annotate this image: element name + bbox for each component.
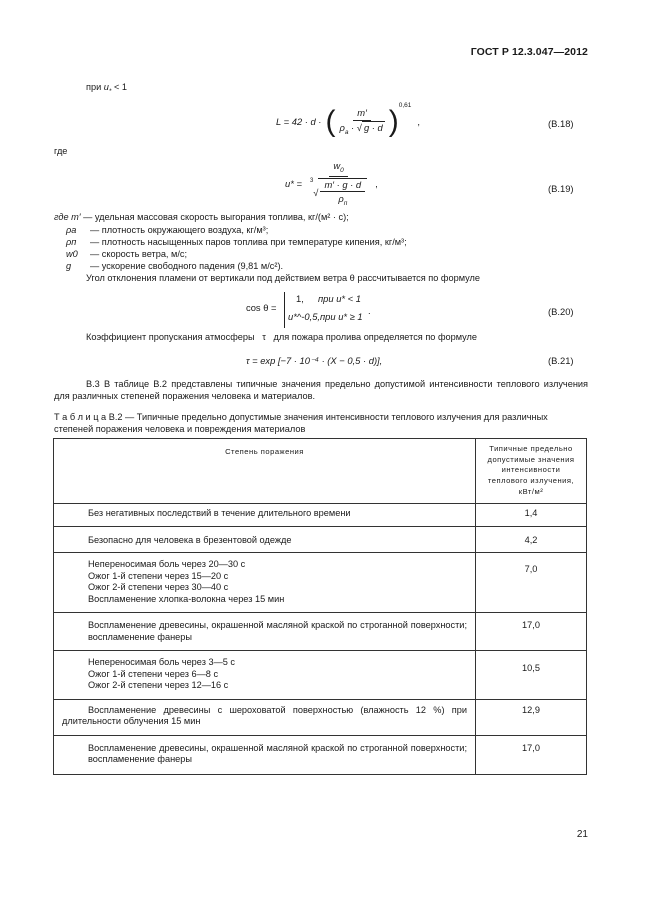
page-number: 21 bbox=[576, 829, 588, 840]
eq20-brace bbox=[284, 292, 285, 328]
table-row bbox=[54, 526, 587, 553]
definition-symbol: где m′ bbox=[54, 212, 81, 222]
eq19-numerator bbox=[329, 160, 347, 177]
table-row bbox=[54, 735, 587, 774]
definition-row bbox=[54, 212, 349, 224]
cell-line: Непереносимая боль через 20—30 с bbox=[88, 559, 246, 570]
column-header-degree: Степень поражения bbox=[54, 439, 476, 504]
table-row bbox=[54, 504, 587, 527]
eq21-number: (В.21) bbox=[548, 355, 574, 366]
cell-line: Ожог 1-й степени через 6—8 с bbox=[88, 668, 219, 679]
section-b3-paragraph: В.3 В таблице В.2 представлены типичные значения предельно допустимой интенсивности теплового излучения для различных степеней поражения человека и материалов. bbox=[54, 379, 588, 401]
cell-line: Воспламенение древесины, окрашенной масляной краской по строганной поверхности; воспламенение фанеры bbox=[88, 620, 467, 642]
document-header: ГОСТ Р 12.3.047—2012 bbox=[470, 46, 588, 58]
condition-line bbox=[86, 82, 127, 96]
eq18-number: (В.18) bbox=[548, 118, 574, 129]
table-caption: Т а б л и ц а В.2 — Типичные предельно допустимые значения интенсивности теплового излучения для различных степеней поражения человека и повреждения материалов bbox=[54, 412, 548, 434]
eq19-inner-fraction bbox=[318, 178, 367, 209]
eq19-inner-rho: ρ bbox=[338, 193, 344, 205]
definition-text: — плотность насыщенных паров топлива при температуре кипения, кг/м³; bbox=[90, 237, 407, 247]
eq18-numerator: m′ bbox=[353, 107, 371, 121]
table-row bbox=[54, 699, 587, 735]
definition-text: — скорость ветра, м/с; bbox=[90, 249, 188, 259]
eq18-fraction bbox=[335, 107, 388, 137]
definition-row bbox=[54, 249, 187, 261]
where-label: где bbox=[54, 146, 68, 156]
definition-row bbox=[54, 261, 283, 273]
angle-text: Угол отклонения пламени от вертикали под действием ветра θ рассчитывается по формуле bbox=[86, 273, 480, 283]
definition-text: — удельная массовая скорость выгорания топлива, кг/(м² · с); bbox=[83, 212, 349, 222]
eq20-case1-condition: при u* < 1 bbox=[318, 293, 361, 304]
definition-symbol: ρa bbox=[66, 225, 77, 235]
cell-line: Ожог 1-й степени через 15—20 с bbox=[88, 570, 229, 581]
definition-symbol: g bbox=[66, 261, 72, 271]
eq19-inner-denominator bbox=[334, 192, 351, 208]
eq21-formula: τ = exp [−7 · 10⁻⁴ · (X − 0,5 · d)], bbox=[246, 355, 383, 366]
eq18-exponent: 0,61 bbox=[398, 102, 412, 109]
equation-b19 bbox=[285, 160, 378, 208]
table-cell-degree bbox=[54, 699, 476, 735]
condition-rest: < 1 bbox=[114, 82, 128, 92]
table-cell-value: 17,0 bbox=[476, 613, 587, 651]
definition-symbol: w0 bbox=[66, 249, 78, 259]
eq18-right-paren: ) bbox=[388, 105, 399, 138]
table-cell-value: 10,5 bbox=[476, 651, 587, 700]
definition-text: — ускорение свободного падения (9,81 м/с²). bbox=[90, 261, 284, 271]
eq19-root-sign: √ bbox=[313, 187, 319, 199]
column-header-intensity: Типичные предельно допустимые значения интенсивности теплового излучения, кВт/м² bbox=[476, 439, 587, 504]
table-row bbox=[54, 613, 587, 651]
eq19-w-subscript: 0 bbox=[340, 166, 344, 174]
eq19-denominator bbox=[306, 177, 371, 209]
eq19-inner-rho-subscript: п bbox=[343, 200, 348, 208]
eq18-denominator: $\rho_a$ · √ g · d bbox=[339, 121, 383, 136]
eq18-left-paren: ( bbox=[325, 105, 336, 138]
eq20-trailing-mark: . bbox=[368, 305, 371, 316]
eq18-sqrt-content: g · d bbox=[363, 121, 383, 133]
table-b2 bbox=[53, 438, 587, 775]
eq18-lhs: L = 42 · d · bbox=[276, 116, 322, 128]
eq19-inner-numerator: m′ · g · d bbox=[320, 179, 365, 193]
definition-symbol: ρп bbox=[66, 237, 77, 247]
definition-text: — плотность окружающего воздуха, кг/м³; bbox=[90, 225, 269, 235]
eq20-case2-condition: при u* ≥ 1 bbox=[320, 311, 363, 322]
table-row bbox=[54, 651, 587, 700]
eq20-case2-value: u*^-0,5, bbox=[288, 311, 321, 322]
eq18-rho-subscript: a bbox=[344, 128, 349, 136]
condition-subscript: * bbox=[108, 87, 112, 95]
equation-b18 bbox=[276, 100, 420, 144]
cell-line: Безопасно для человека в брезентовой одежде bbox=[88, 534, 292, 545]
table-cell-value: 12,9 bbox=[476, 699, 587, 735]
eq19-w: w bbox=[333, 159, 341, 171]
cell-line: Без негативных последствий в течение длительного времени bbox=[88, 508, 351, 519]
table-header-row bbox=[54, 439, 587, 504]
table-cell-degree bbox=[54, 553, 476, 613]
cell-line: Воспламенение древесины с шероховатой поверхностью (влажность 12 %) при длительности облучения 15 мин bbox=[62, 704, 467, 727]
table-cell-degree bbox=[54, 651, 476, 700]
table-cell-value: 1,4 bbox=[476, 504, 587, 527]
cell-line: Воспламенение древесины, окрашенной масляной краской по строганной поверхности; воспламенение фанеры bbox=[88, 742, 467, 765]
eq19-comma: , bbox=[375, 178, 378, 190]
eq18-rho: ρ bbox=[339, 121, 345, 133]
table-cell-value: 17,0 bbox=[476, 735, 587, 774]
condition-prefix: при bbox=[86, 82, 102, 92]
definition-row bbox=[54, 237, 407, 249]
cell-line: Воспламенение хлопка-волокна через 15 мин bbox=[88, 593, 285, 604]
eq19-number: (В.19) bbox=[548, 183, 574, 194]
cell-line: Ожог 2-й степени через 12—16 с bbox=[88, 680, 229, 691]
condition-variable: u bbox=[103, 82, 109, 92]
eq19-lhs: u* = bbox=[285, 178, 302, 190]
definition-row bbox=[54, 225, 268, 237]
cell-line: Ожог 2-й степени через 30—40 с bbox=[88, 582, 229, 593]
transmission-text: Коэффициент пропускания атмосферы τ для пожара пролива определяется по формуле bbox=[86, 332, 478, 342]
table-cell-degree bbox=[54, 735, 476, 774]
eq20-case1-value: 1, bbox=[296, 293, 304, 304]
table-row bbox=[54, 553, 587, 613]
table-cell-degree bbox=[54, 504, 476, 527]
eq19-fraction bbox=[306, 160, 371, 209]
eq20-lhs: cos θ = bbox=[246, 302, 277, 313]
table-cell-degree bbox=[54, 613, 476, 651]
cell-line: Непереносимая боль через 3—5 с bbox=[88, 657, 236, 668]
eq20-number: (В.20) bbox=[548, 306, 574, 317]
table-cell-degree bbox=[54, 526, 476, 553]
eq18-comma: , bbox=[417, 116, 420, 128]
table-cell-value: 4,2 bbox=[476, 526, 587, 553]
table-cell-value: 7,0 bbox=[476, 553, 587, 613]
eq18-sqrt-sign: √ bbox=[356, 121, 362, 133]
eq19-root-index: 3 bbox=[309, 177, 314, 184]
